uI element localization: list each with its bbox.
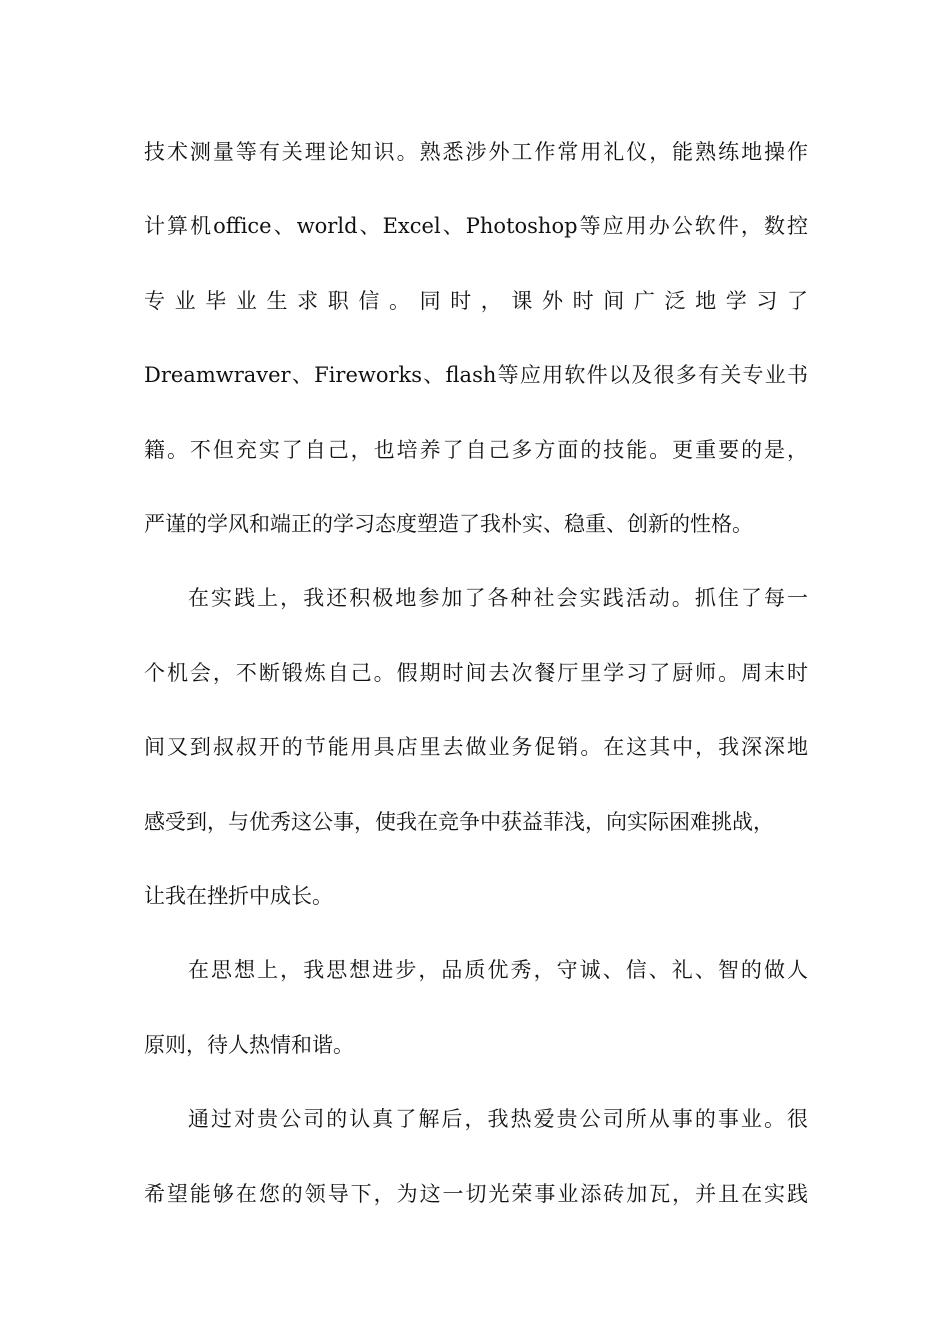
paragraph-company-start: 通过对贵公司的认真了解后，我热爱贵公司所从事的事业。很 — [188, 1107, 808, 1131]
text-line-3: 专业毕业生求职信。同时，课外时间广泛地学习了 — [144, 289, 808, 313]
text-line-11: 让我在挫折中成长。 — [144, 884, 333, 908]
text-line-2: 计算机office、world、Excel、Photoshop等应用办公软件，数控 — [144, 214, 808, 238]
text-line-8: 个机会，不断锻炼自己。假期时间去次餐厅里学习了厨师。周末时 — [144, 661, 808, 685]
text-line-13: 原则，待人热情和谐。 — [144, 1033, 354, 1057]
paragraph-thought-start: 在思想上，我思想进步，品质优秀，守诚、信、礼、智的做人 — [188, 958, 808, 982]
text-line-4: Dreamwraver、Fireworks、flash等应用软件以及很多有关专业书 — [144, 363, 808, 387]
text-line-5: 籍。不但充实了自己，也培养了自己多方面的技能。更重要的是， — [144, 438, 808, 462]
text-line-10: 感受到，与优秀这公事，使我在竞争中获益菲浅，向实际困难挑战， — [144, 810, 774, 834]
paragraph-practice-start: 在实践上，我还积极地参加了各种社会实践活动。抓住了每一 — [188, 586, 808, 610]
text-line-1: 技术测量等有关理论知识。熟悉涉外工作常用礼仪，能熟练地操作 — [144, 140, 808, 164]
text-line-9: 间又到叔叔开的节能用具店里去做业务促销。在这其中，我深深地 — [144, 735, 808, 759]
text-line-15: 希望能够在您的领导下，为这一切光荣事业添砖加瓦，并且在实践 — [144, 1182, 808, 1206]
text-line-6: 严谨的学风和端正的学习态度塑造了我朴实、稳重、创新的性格。 — [144, 512, 753, 536]
